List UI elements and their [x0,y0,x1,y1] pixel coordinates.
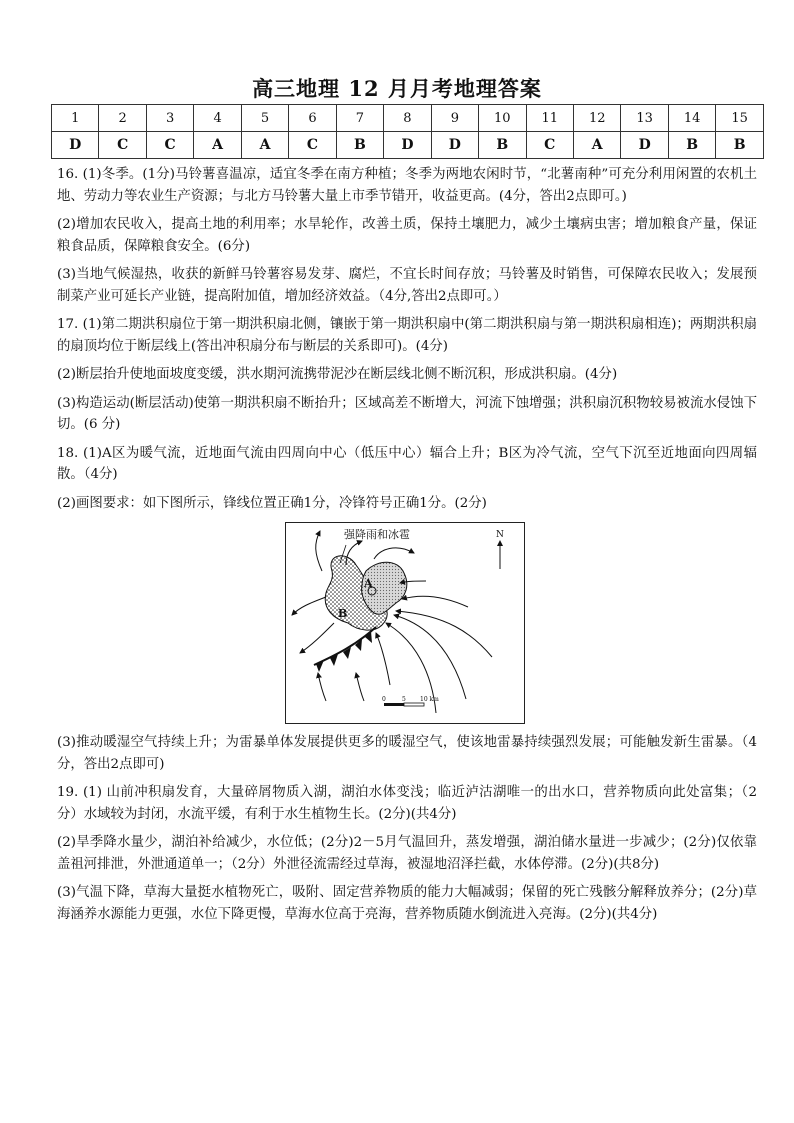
answer-cell: C [526,132,573,159]
question-number-cell: 10 [479,105,526,132]
inflow-arrow [394,615,466,699]
scale-label-10: 10 km [420,696,439,703]
answer-18-1: 18. (1)A区为暖气流，近地面气流由四周向中心（低压中心）辐合上升；B区为冷气流，空气下沉至近地面向四周辐散。（4分) [57,445,757,482]
question-number-cell: 11 [526,105,573,132]
answer-cell: C [146,132,193,159]
inflow-arrow [356,673,364,701]
question-number-cell: 7 [336,105,383,132]
scale-label-5: 5 [402,696,406,703]
outflow-arrow [316,531,322,571]
answer-18-3: (3)推动暖湿空气持续上升；为雷暴单体发展提供更多的暖湿空气，使该地雷暴持续强烈发展；可能触发新生雷暴。（4分，答出2点即可) [57,735,757,772]
answer-cell: B [668,132,715,159]
answer-cell: D [621,132,668,159]
answer-cell: B [479,132,526,159]
answer-cell: D [52,132,99,159]
question-number-cell: 3 [146,105,193,132]
answer-17-1: 17. (1)第二期洪积扇位于第一期洪积扇北侧，镶嵌于第一期洪积扇中(第二期洪积扇与第一期洪积扇相连)；两期洪积扇的扇顶均位于断层线上(答出冲积扇分布与断层的关系即可)。(4分) [57,317,757,354]
page-title: 高三地理 12 月月考地理答案 [252,76,542,101]
answer-16-3: (3)当地气候湿热，收获的新鲜马铃薯容易发芽、腐烂，不宜长时间存放；马铃薯及时销售，可保障农民收入；发展预制菜产业可延长产业链，提高附加值，增加经济效益。（4分,答出2点即可。） [57,267,757,304]
answer-17-3: (3)构造运动(断层活动)使第一期洪积扇不断抬升；区域高差不断增大，河流下蚀增强；洪积扇沉积物较易被流水侵蚀下切。(6 分) [57,395,757,432]
outflow-arrow [374,548,414,559]
thunderstorm-front-diagram [285,522,525,724]
answer-cell: C [99,132,146,159]
answer-table [51,104,764,159]
question-number-cell: 1 [52,105,99,132]
answer-cell: D [384,132,431,159]
answer-19-3: (3)气温下降，草海大量挺水植物死亡，吸附、固定营养物质的能力大幅减弱；保留的死亡残骸分解释放养分；(2分)草海涵养水源能力更强，水位下降更慢，草海水位高于亮海，营养物质随水倒流进入亮海。(2分)(共4分) [57,885,757,922]
answer-cell: B [336,132,383,159]
question-number-cell: 12 [573,105,620,132]
label-a: A [364,577,373,590]
answer-19-2: (2)旱季降水量少，湖泊补给减少，水位低；(2分)2－5月气温回升，蒸发增强，湖泊储水量进一步减少；(2分)仅依靠盖祖河排泄，外泄通道单一；（2分）外泄径流需经过草海，被湿地沼泽拦截，水体停滞。(2分)(共8分) [57,835,757,872]
question-number-cell: 14 [668,105,715,132]
scale-label-0: 0 [382,696,386,703]
question-number-cell: 6 [289,105,336,132]
inflow-arrow [376,633,390,685]
question-number-cell: 2 [99,105,146,132]
answer-cell: A [573,132,620,159]
answer-16-2: (2)增加农民收入，提高土地的利用率；水旱轮作，改善土质，保持土壤肥力，减少土壤病虫害；增加粮食产量，保证粮食品质，保障粮食安全。(6分) [57,217,757,254]
cold-front-line [314,627,376,665]
answer-18-2: (2)画图要求：如下图所示，锋线位置正确1分，冷锋符号正确1分。(2分) [57,495,487,511]
answer-cell: D [431,132,478,159]
answer-content [57,164,757,932]
answer-cell: A [194,132,241,159]
answer-cell: A [241,132,288,159]
answer-cell: B [716,132,764,159]
question-number-cell: 4 [194,105,241,132]
question-number-cell: 5 [241,105,288,132]
question-number-cell: 8 [384,105,431,132]
question-number-cell: 15 [716,105,764,132]
hail-label: 强降雨和冰雹 [344,528,410,541]
scale-bar-segment [404,703,424,706]
inflow-arrow [402,596,468,607]
answer-17-2: (2)断层抬升使地面坡度变缓，洪水期河流携带泥沙在断层线北侧不断沉积，形成洪积扇。(4分) [57,367,618,382]
answer-row [52,132,764,159]
outflow-arrow [300,623,334,653]
north-label: N [496,530,504,540]
question-number-cell: 9 [431,105,478,132]
inflow-arrow [318,673,326,701]
answer-19-1: 19. (1) 山前冲积扇发育，大量碎屑物质入湖，湖泊水体变浅；临近泸沽湖唯一的出水口，营养物质向此处富集；（2 分）水域较为封闭，水流平缓，有利于水生植物生长。(2分)(共4分) [57,785,757,822]
question-number-cell: 13 [621,105,668,132]
label-b: B [338,607,348,620]
outflow-arrow [292,597,326,615]
scale-bar-segment [384,703,404,706]
answer-16-1: 16. (1)冬季。(1分)马铃薯喜温凉，适宜冬季在南方种植；冬季为两地农闲时节，“北薯南种”可充分利用闲置的农机土地、劳动力等农业生产资源；与北方马铃薯大量上市季节错开，收益更高。(4分，答出2点即可。) [57,167,757,204]
question-number-row [52,105,764,132]
answer-cell: C [289,132,336,159]
